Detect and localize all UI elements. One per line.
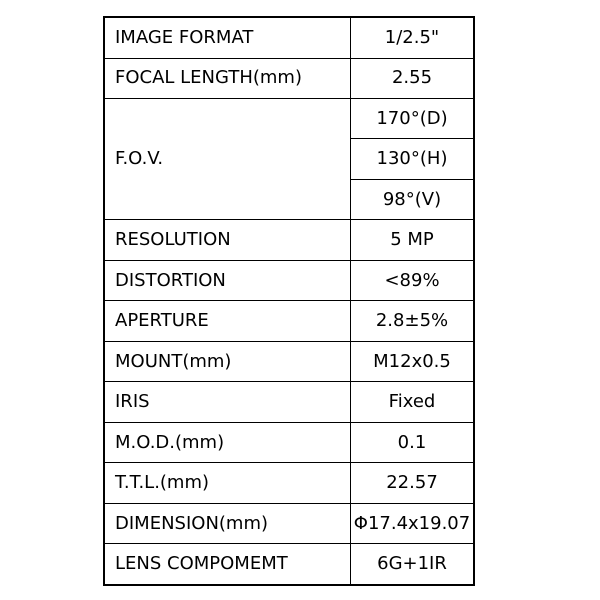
spec-value: 0.1 (351, 422, 475, 462)
spec-row-focal-length (104, 58, 474, 98)
spec-row-distortion (104, 260, 474, 300)
spec-label: MOUNT(mm) (104, 341, 351, 381)
spec-label: IMAGE FORMAT (104, 17, 351, 58)
spec-label: M.O.D.(mm) (104, 422, 351, 462)
spec-value: <89% (351, 260, 475, 300)
spec-label: DIMENSION(mm) (104, 503, 351, 543)
spec-row-iris (104, 382, 474, 422)
spec-row-mod (104, 422, 474, 462)
spec-value: Fixed (351, 382, 475, 422)
spec-value: 5 MP (351, 220, 475, 260)
spec-value: 6G+1IR (351, 544, 475, 585)
spec-row-image-format (104, 17, 474, 58)
spec-value: 2.8±5% (351, 301, 475, 341)
spec-table-body (104, 17, 474, 585)
spec-row-dimension (104, 503, 474, 543)
spec-value: 1/2.5" (351, 17, 475, 58)
spec-value: 98°(V) (351, 179, 475, 219)
spec-value: 2.55 (351, 58, 475, 98)
spec-label: APERTURE (104, 301, 351, 341)
spec-label: RESOLUTION (104, 220, 351, 260)
spec-value: 170°(D) (351, 98, 475, 138)
spec-row-ttl (104, 463, 474, 503)
spec-row-resolution (104, 220, 474, 260)
spec-label: F.O.V. (104, 98, 351, 219)
spec-label: LENS COMPOMEMT (104, 544, 351, 585)
spec-value: 22.57 (351, 463, 475, 503)
spec-value: Φ17.4x19.07 (351, 503, 475, 543)
spec-label: IRIS (104, 382, 351, 422)
lens-spec-table (103, 16, 475, 586)
spec-label: FOCAL LENGTH(mm) (104, 58, 351, 98)
spec-label: T.T.L.(mm) (104, 463, 351, 503)
spec-value: M12x0.5 (351, 341, 475, 381)
spec-row-mount (104, 341, 474, 381)
spec-row-aperture (104, 301, 474, 341)
spec-value: 130°(H) (351, 139, 475, 179)
spec-row-fov-diagonal (104, 98, 474, 138)
spec-row-lens-component (104, 544, 474, 585)
spec-label: DISTORTION (104, 260, 351, 300)
